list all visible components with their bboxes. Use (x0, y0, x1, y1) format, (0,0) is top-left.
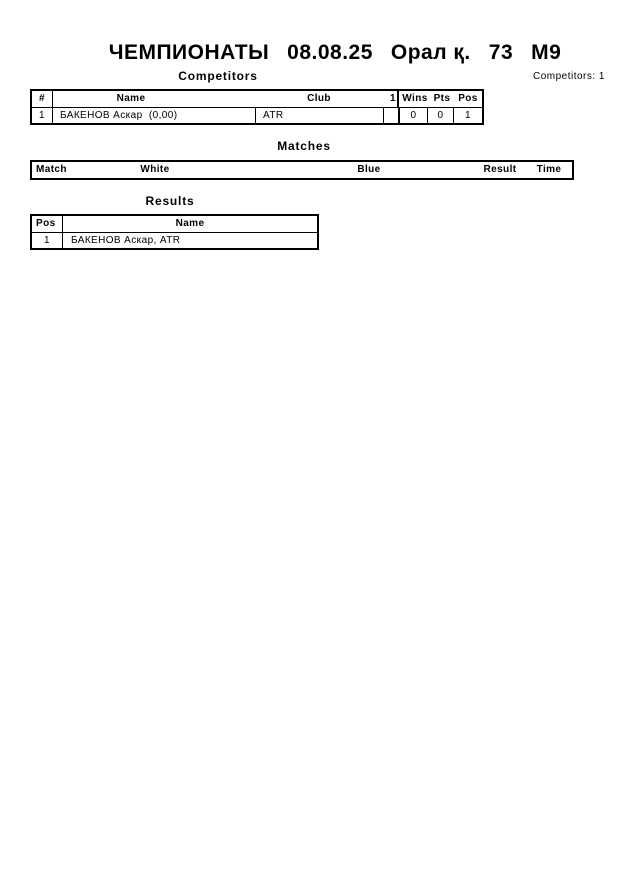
col-header-result-name: Name (175, 218, 205, 229)
col-header-result: Result (483, 164, 517, 175)
results-header-row (32, 216, 317, 233)
result-row (32, 233, 317, 248)
col-header-result-pos: Pos (32, 216, 63, 232)
col-header-time: Time (536, 164, 562, 175)
column-divider (52, 91, 53, 107)
matches-header-row (32, 162, 572, 178)
competitors-table (30, 89, 484, 125)
competitors-count-label: Competitors: 1 (532, 71, 605, 82)
competitor-club: ATR (256, 108, 384, 123)
col-header-pos: Pos (458, 93, 478, 104)
competitor-pts: 0 (428, 108, 454, 123)
title-age-category: М9 (531, 41, 562, 64)
results-heading: Results (145, 194, 195, 208)
col-header-club: Club (307, 93, 331, 104)
col-header-match: Match (36, 164, 67, 175)
col-header-blue: Blue (357, 164, 381, 175)
title-location: Орал қ. (390, 41, 471, 64)
result-pos: 1 (32, 233, 63, 248)
title-event: ЧЕМПИОНАТЫ (108, 41, 270, 64)
matches-heading: Matches (277, 139, 331, 153)
result-name: БАКЕНОВ Аскар, ATR (71, 235, 181, 246)
col-header-pts: Pts (433, 93, 451, 104)
title-date: 08.08.25 (287, 41, 373, 64)
col-header-number: # (39, 93, 45, 104)
column-divider-thick (397, 91, 399, 107)
results-table (30, 214, 319, 250)
competitor-opponent1-cell (384, 108, 400, 123)
competitors-heading: Competitors (178, 69, 258, 83)
competitor-wins: 0 (400, 108, 428, 123)
title-weight-class: 73 (488, 41, 514, 64)
competitor-number: 1 (32, 108, 53, 123)
matches-table (30, 160, 574, 180)
col-header-wins: Wins (402, 93, 428, 104)
col-header-white: White (140, 164, 170, 175)
competitor-pos: 1 (465, 110, 471, 121)
col-header-name: Name (116, 93, 146, 104)
competitor-row (32, 108, 482, 123)
col-header-opponent1: 1 (390, 93, 396, 104)
competitor-name: БАКЕНОВ Аскар (0,00) (53, 108, 256, 123)
competitors-header-row (32, 91, 482, 108)
page-title (40, 42, 630, 64)
